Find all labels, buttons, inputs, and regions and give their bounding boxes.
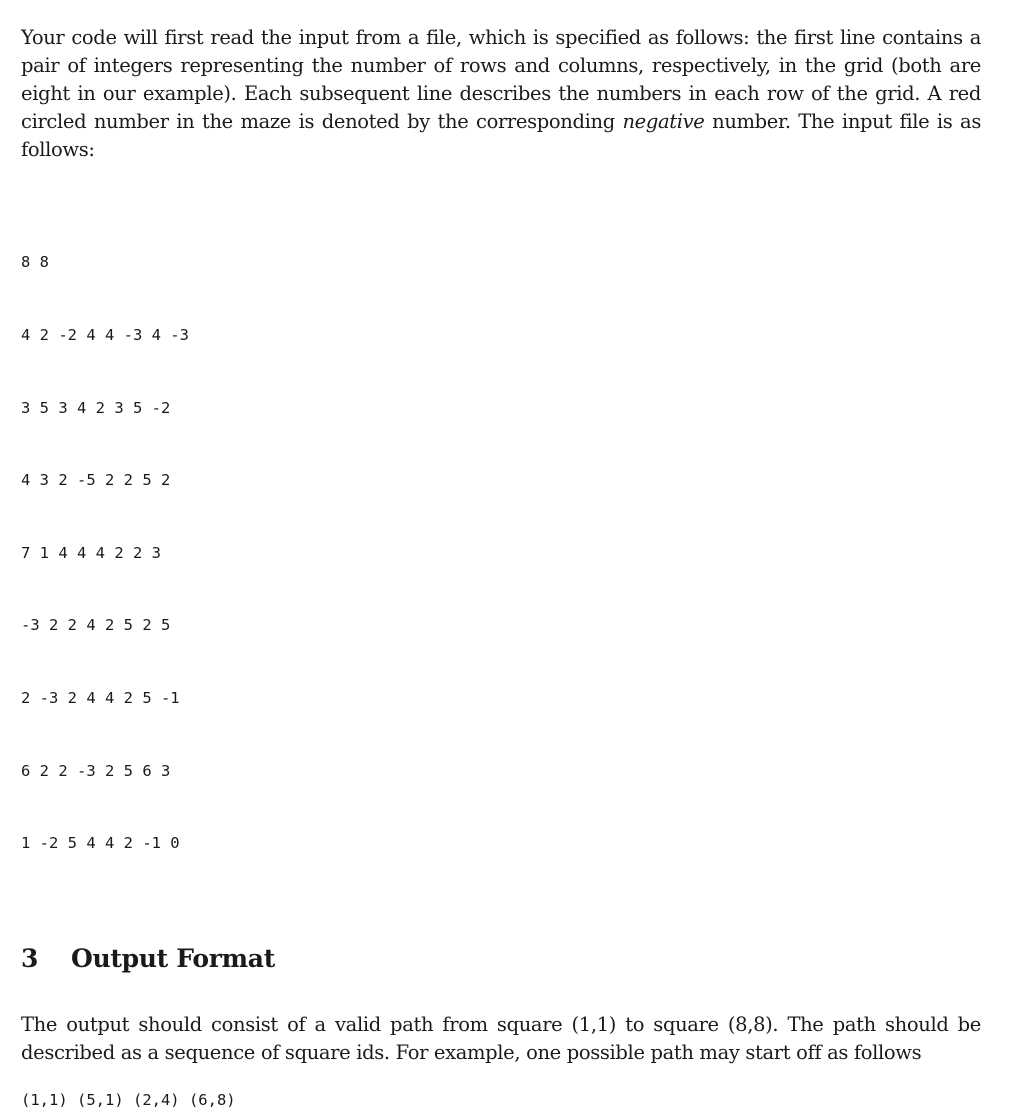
output-paragraph: The output should consist of a valid path from square (1,1) to square (8,8). The path should be described as a sequence of square ids. For example, one possible path may start off as follows xyxy=(21,1012,981,1064)
input-line: 2 -3 2 4 4 2 5 -1 xyxy=(21,689,180,708)
document-page xyxy=(21,24,981,1112)
input-line: -3 2 2 4 2 5 2 5 xyxy=(21,616,171,635)
input-line: 8 8 xyxy=(21,253,49,272)
example-path: (1,1) (5,1) (2,4) (6,8) xyxy=(21,1090,236,1109)
input-line: 6 2 2 -3 2 5 6 3 xyxy=(21,761,171,780)
intro-text-2: number. The input file is as follows: xyxy=(21,110,981,161)
input-line: 4 2 -2 4 4 -3 4 -3 xyxy=(21,326,189,345)
section-title: Output Format xyxy=(71,943,275,973)
intro-text-1: Your code will first read the input from a file, which is specified as follows: the first line contains a pair of integers representing the number of rows and columns, respectively, in the grid (both are eight in our example). Each subsequent line describes the numbers in each row of the grid. A red circled number in the maze is denoted by the corresponding xyxy=(21,26,981,133)
input-line: 7 1 4 4 4 2 2 3 xyxy=(21,543,161,562)
input-line: 3 5 3 4 2 3 5 -2 xyxy=(21,398,171,417)
intro-paragraph xyxy=(21,24,981,164)
intro-emphasis: negative xyxy=(622,110,705,133)
input-line: 1 -2 5 4 4 2 -1 0 xyxy=(21,834,180,853)
section-number: 3 xyxy=(21,943,39,973)
input-file-listing xyxy=(21,202,981,904)
section-heading xyxy=(21,944,981,973)
input-line: 4 3 2 -5 2 2 5 2 xyxy=(21,471,171,490)
